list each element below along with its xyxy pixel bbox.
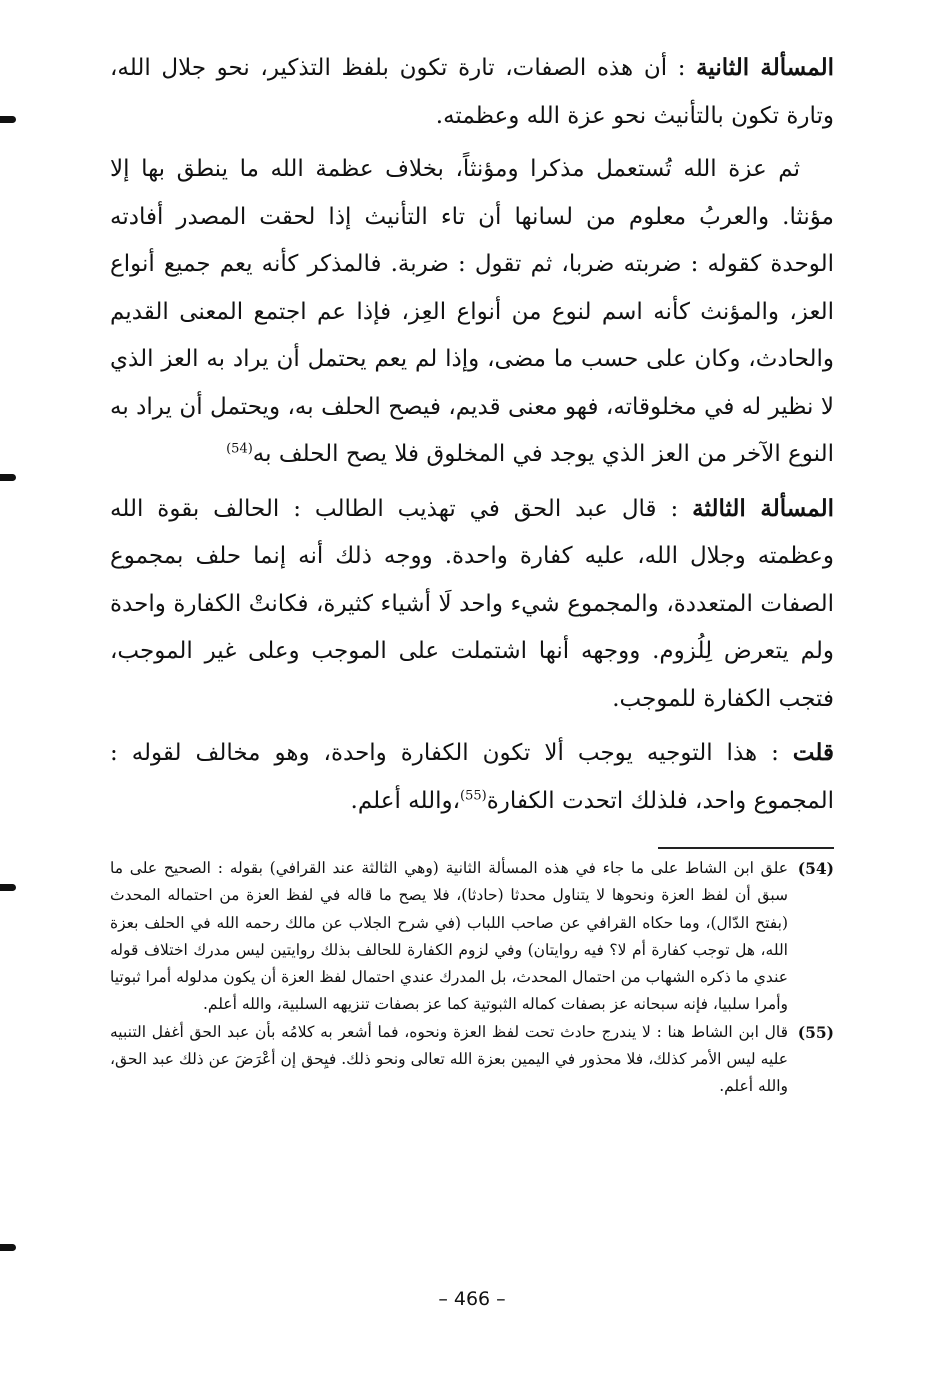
qult-text: : هذا التوجيه يوجب ألا تكون الكفارة واحدة، وهو مخالف لقوله : المجموع واحد، فلذلك اتحدت الكفارة (110, 740, 834, 814)
footnote-ref-54[interactable]: (54) (226, 441, 253, 457)
issue-3-heading: المسألة الثالثة (692, 494, 834, 522)
paragraph-qult (110, 729, 834, 825)
scan-mark (0, 474, 16, 481)
footnote-ref-55[interactable]: (55) (460, 787, 487, 803)
paragraph-issue-3 (110, 485, 834, 724)
footnotes (110, 855, 834, 1101)
footnote-text: علق ابن الشاط على ما جاء في هذه المسألة الثانية (وهي الثالثة عند القرافي) بقوله : الصحيح على ما سبق أن لفظ العزة ونحوها لا يتناول محدثا (حادثا)، فلا يصح ما قاله في لفظ العزة من احتماله المحدث (بفتح الدّال)، وما حكاه القرافي عن صاحب اللباب (في شرح الجلاب عن مالك رحمه الله في الحلف بعزة الله، هل توجب كفارة أم لا؟ فيه روايتان) وفي لزوم الكفارة للحالف بذلك روايتين ليس مدرك اختلاف قوله عندي ما ذكره الشهاب من احتمال المحدث، بل المدرك عندي احتمال لفظ العزة أن يكون مدلوله أمرا ثبوتيا وأمرا سلبيا، فإنه سبحانه عز بصفات كماله الثبوتية كما عز بصفات تنزيهه السلبية، والله أعلم. (110, 859, 788, 1014)
issue-2-heading: المسألة الثانية (696, 54, 834, 81)
qult-closing: ،والله أعلم. (350, 787, 461, 814)
footnote-text: قال ابن الشاط هنا : لا يندرج حادث تحت لفظ العزة ونحوه، فما أشعر به كلامُه بأن عبد الحق أغفل التنبيه عليه ليس الأمر كذلك، فلا محذور في اليمين بعزة الله تعالى ونحو ذلك. فيِحق إن أعْرَضَ عن ذلك عبد الحق، والله أعلم. (110, 1022, 788, 1096)
footnote-number: (55) (797, 1022, 834, 1042)
paragraph-izza-explanation (110, 146, 834, 479)
footnote-separator (658, 847, 834, 849)
scan-mark (0, 1244, 16, 1251)
scan-mark (0, 116, 16, 123)
qult-heading: قلت (792, 739, 834, 766)
scan-mark (0, 884, 16, 891)
paragraph-issue-2 (110, 44, 834, 140)
footnote-54 (110, 855, 834, 1019)
footnote-55 (110, 1019, 834, 1101)
issue-2-text: : أن هذه الصفات، تارة تكون بلفظ التذكير، نحو جلال الله، وتارة تكون بالتأنيث نحو عزة الله وعظمته. (110, 55, 834, 129)
izza-explanation-text: ثم عزة الله تُستعمل مذكرا ومؤنثاً، بخلاف عظمة الله ما ينطق بها إلا مؤنثا. والعربُ معلوم من لسانها أن تاء التأنيث إذا لحقت المصدر أفادته الوحدة كقوله : ضربته ضربا، ثم تقول : ضربة. فالمذكر كأنه يعم جميع أنواع العز، والمؤنث كأنه اسم لنوع من أنواع العِز، فإذا عم اجتمع المعنى القديم والحادث، وكان على حسب ما مضى، وإذا لم يعم يحتمل أن يراد به العز الذي لا نظير له في مخلوقاته، فهو معنى قديم، فيصح الحلف به، ويحتمل أن يراد به النوع الآخر من العز الذي يوجد في المخلوق فلا يصح الحلف به (110, 156, 834, 467)
page-body (110, 44, 834, 1101)
page-number: – 466 – (438, 1288, 506, 1310)
issue-3-text: : قال عبد الحق في تهذيب الطالب : الحالف بقوة الله وعظمته وجلال الله، عليه كفارة واحدة. ووجه ذلك أنه إنما حلف بمجموع الصفات المتعددة، والمجموع شيء واحد لَا أشياء كثيرة، فكانتْ الكفارة واحدة ولم يتعرض لِلُزوم. ووجهه أنها اشتملت على الموجب وعلى غير الموجب، فتجب الكفارة للموجب. (110, 495, 834, 712)
footnote-number: (54) (797, 859, 834, 878)
